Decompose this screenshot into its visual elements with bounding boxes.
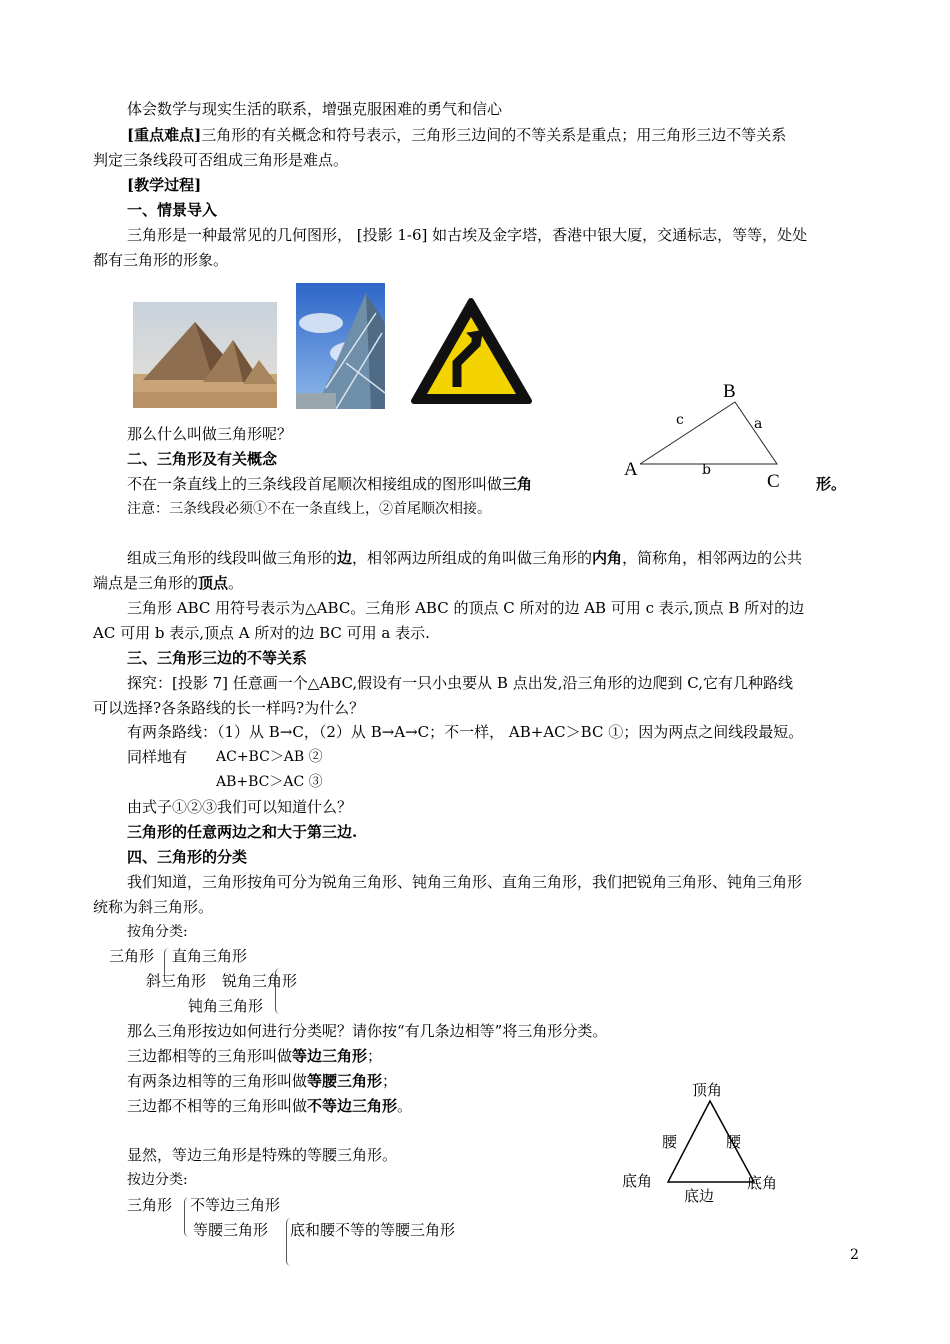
text-span: ； (382, 1072, 398, 1090)
term-interior-angle: 内角 (592, 549, 623, 567)
text-line: AC 可用 b 表示,顶点 A 所对的边 BC 可用 a 表示. (93, 624, 430, 642)
base-angle-left-label: 底角 (622, 1172, 653, 1190)
key-points-label: [重点难点] (127, 126, 202, 144)
tree-isosceles: 等腰三角形 (193, 1221, 269, 1239)
vertex-a-label: A (624, 459, 638, 480)
inequality-2: AC+BC＞AB ② (216, 749, 323, 765)
text-line: 探究：[投影 7] 任意画一个△ABC,假设有一只小虫要从 B 点出发,沿三角形的边爬到 C,它有几种路线 (127, 674, 793, 692)
brace (275, 968, 280, 1014)
base-label: 底边 (684, 1187, 715, 1205)
text-span: ； (367, 1047, 383, 1065)
text-line: 可以选择?各条路线的长一样吗?为什么？ (93, 699, 365, 717)
text-line: 三角形 ABC 用符号表示为△ABC。三角形 ABC 的顶点 C 所对的边 AB 可用 c 表示,顶点 B 所对的边 (127, 599, 805, 617)
definition-line (127, 474, 532, 494)
section-heading-3: 三、三角形三边的不等关系 (127, 649, 308, 667)
text-line: 同样地有 (127, 748, 188, 766)
text-span: 三边都不相等的三角形叫做 (127, 1097, 308, 1115)
side-c-label: c (676, 412, 684, 428)
text-span: 。 (228, 574, 244, 592)
text-line (93, 573, 243, 593)
text-line: 有两条路线：（1）从 B→C，（2）从 B→A→C；不一样， AB+AC＞BC ①；因为两点之间线段最短。 (127, 723, 804, 741)
classify-by-angle-label: 按角分类: (127, 924, 188, 940)
traffic-sign-image (410, 297, 533, 405)
definition-term-part2: 形。 (816, 475, 847, 493)
isosceles-triangle-diagram (615, 1075, 795, 1215)
teaching-process-heading: [教学过程] (127, 176, 202, 194)
triangle-abc-diagram (620, 380, 820, 496)
key-points-line (127, 125, 786, 145)
section-heading-4: 四、三角形的分类 (127, 848, 248, 866)
text-line (127, 1096, 412, 1116)
text-span: 组成三角形的线段叫做三角形的 (127, 549, 338, 567)
tree-right-triangle: 直角三角形 (172, 947, 248, 965)
text-span: ，简称角，相邻两边的公共 (622, 549, 803, 567)
tree-root: 三角形 (127, 1196, 173, 1214)
leg-right-label: 腰 (726, 1133, 742, 1151)
tree-scalene: 不等边三角形 (190, 1196, 281, 1214)
key-points-text: 三角形的有关概念和符号表示，三角形三边间的不等关系是重点；用三角形三边不等关系 (201, 126, 787, 144)
section-heading-1: 一、情景导入 (127, 201, 218, 219)
inequality-3: AB+BC＞AC ③ (216, 774, 323, 790)
tree-root: 三角形 (109, 947, 155, 965)
vertex-c-label: C (767, 471, 780, 492)
term-isosceles: 等腰三角形 (307, 1072, 383, 1090)
tree-oblique-triangle: 斜三角形 (146, 972, 207, 990)
text-span: 有两条边相等的三角形叫做 (127, 1072, 308, 1090)
text-line (127, 1071, 397, 1091)
text-span: 。 (397, 1097, 413, 1115)
text-line: 判定三条线段可否组成三角形是难点。 (93, 151, 349, 169)
text-span: 端点是三角形的 (93, 574, 199, 592)
text-line: 统称为斜三角形。 (93, 898, 214, 916)
bank-of-china-tower-image (296, 283, 385, 409)
note-line: 注意：三条线段必须①不在一条直线上，②首尾顺次相接。 (127, 501, 491, 517)
text-line: 体会数学与现实生活的联系，增强克服困难的勇气和信心 (127, 100, 503, 118)
text-span: 三边都相等的三角形叫做 (127, 1047, 293, 1065)
side-a-label: a (754, 416, 763, 432)
text-line: 三角形是一种最常见的几何图形， [投影 1-6] 如古埃及金字塔，香港中银大厦，交通标志，等等，处处 (127, 226, 808, 244)
definition-term-part1: 三角 (502, 475, 533, 493)
text-line: 显然，等边三角形是特殊的等腰三角形。 (127, 1146, 398, 1164)
leg-left-label: 腰 (662, 1133, 678, 1151)
text-line: 那么什么叫做三角形呢？ (127, 425, 293, 443)
term-scalene: 不等边三角形 (307, 1097, 398, 1115)
classify-by-side-label: 按边分类: (127, 1172, 188, 1188)
side-b-label: b (702, 462, 711, 478)
tree-isosceles-nonequilateral: 底和腰不等的等腰三角形 (290, 1221, 456, 1239)
text-line: 我们知道，三角形按角可分为锐角三角形、钝角三角形、直角三角形，我们把锐角三角形、钝角三角形 (127, 873, 803, 891)
apex-angle-label: 顶角 (692, 1081, 723, 1099)
text-span: ，相邻两边所组成的角叫做三角形的 (352, 549, 593, 567)
vertex-b-label: B (723, 381, 736, 402)
definition-text: 不在一条直线上的三条线段首尾顺次相接组成的图形叫做 (127, 475, 503, 493)
section-heading-2: 二、三角形及有关概念 (127, 450, 278, 468)
pyramids-image (133, 302, 277, 408)
tree-obtuse-triangle: 钝角三角形 (188, 997, 264, 1015)
text-line: 由式子①②③我们可以知道什么？ (127, 798, 353, 816)
base-angle-right-label: 底角 (747, 1174, 778, 1192)
page-number: 2 (850, 1247, 859, 1263)
text-line: 都有三角形的形象。 (93, 251, 229, 269)
term-equilateral: 等边三角形 (292, 1047, 368, 1065)
brace (184, 1197, 189, 1237)
text-line (127, 1046, 382, 1066)
text-line: 那么三角形按边如何进行分类呢？请你按“有几条边相等”将三角形分类。 (127, 1022, 608, 1040)
term-vertex: 顶点 (198, 574, 229, 592)
triangle-inequality-statement: 三角形的任意两边之和大于第三边. (127, 823, 358, 841)
text-line (127, 548, 802, 568)
tree-acute-triangle: 锐角三角形 (222, 972, 298, 990)
term-side: 边 (337, 549, 353, 567)
